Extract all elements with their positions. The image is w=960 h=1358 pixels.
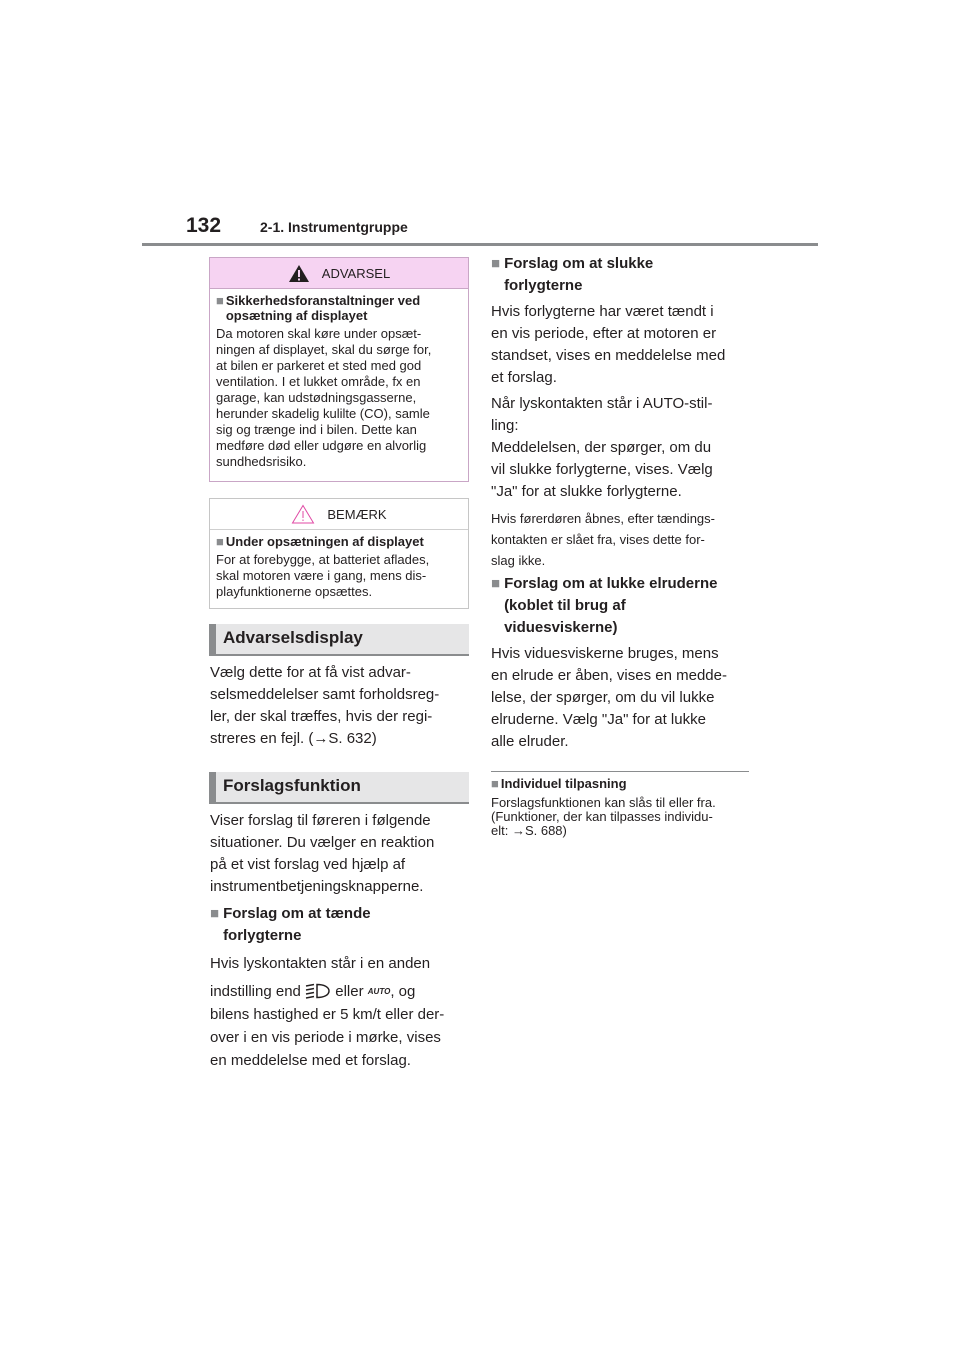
driver-door-note: Hvis førerdøren åbnes, efter tændings- kontakten er slået fra, vises dette for- slag ikke. — [491, 511, 715, 568]
page-number: 132 — [186, 214, 222, 237]
caution-triangle-icon — [291, 504, 315, 524]
sub-heading-turn-on-headlights: ■ Forslag om at tænde forlygterne — [210, 903, 472, 947]
notice-box-text: For at forebygge, at batteriet aflades, skal motoren være i gang, mens dis- playfunktionerne opsættes. — [216, 552, 430, 599]
chapter-title: 2-1. Instrumentgruppe — [260, 219, 408, 235]
sub-heading-turn-off-headlights: ■ Forslag om at slukke forlygterne — [491, 253, 753, 297]
turn-on-headlights-text: Hvis lyskontakten står i en anden indstilling end eller AUTO, og bilens hastighed er 5 km/t eller der- over i en vis periode i mørke, vises en meddelelse med et forslag. — [210, 955, 445, 1069]
auto-mode-icon: AUTO — [367, 987, 391, 996]
square-bullet-icon: ■ — [491, 255, 501, 272]
close-windows-text: Hvis viduesviskerne bruges, mens en elrude er åben, vises en medde- lelse, der spørger, om du vil lukke elruderne. Vælg "Ja" for at lukke alle elruder. — [491, 645, 727, 750]
warning-box-header — [210, 258, 468, 289]
sub-heading-close-windows: ■ Forslag om at lukke elruderne (koblet til brug af viduesviskerne) — [491, 573, 753, 639]
square-bullet-icon: ■ — [216, 534, 224, 549]
section-header-warning-display: Advarselsdisplay — [209, 624, 469, 656]
section-header-suggestion: Forslagsfunktion — [209, 772, 469, 804]
square-bullet-icon: ■ — [210, 905, 220, 922]
warning-box-title: ADVARSEL — [321, 265, 391, 281]
customization-text: Forslagsfunktionen kan slås til eller fra. (Funktioner, der kan tilpasses individu- elt: →S. 688) — [491, 795, 716, 838]
warning-box-subtitle: ■ Sikkerhedsforanstaltninger ved opsætning af displayet — [216, 293, 421, 323]
turn-off-headlights-text: Hvis forlygterne har været tændt i en vis periode, efter at motoren er standset, vises en meddelelse med et forslag. — [491, 303, 726, 386]
headlight-icon — [305, 983, 331, 999]
square-bullet-icon: ■ — [491, 776, 499, 791]
warning-triangle-icon — [288, 264, 310, 283]
square-bullet-icon: ■ — [491, 575, 501, 592]
customization-rule — [491, 771, 749, 772]
header-rule — [142, 243, 818, 246]
notice-box-header — [210, 499, 468, 530]
warning-box-text: Da motoren skal køre under opsæt- ningen af displayet, skal du sørge for, at bilen er parkeret et sted med god ventilation. I et lukket område, fx en garage, kan udstødningsgasserne, herunder skadelig kulilte (CO), samle sig og trænge ind i bilen. Dette kan medføre død eller udgøre en alvorlig sundhedsrisiko. — [216, 326, 432, 469]
notice-box-subtitle: ■ Under opsætningen af displayet — [216, 534, 424, 549]
warning-display-text: Vælg dette for at få vist advar- selsmeddelelser samt forholdsreg- ler, der skal træffes, hvis der regi- streres en fejl. (→S. 632) — [210, 664, 440, 747]
suggestion-intro-text: Viser forslag til føreren i følgende situationer. Du vælger en reaktion på et vist forslag ved hjælp af instrumentbetjeningsknapperne. — [210, 812, 435, 895]
auto-position-text: Når lyskontakten står i AUTO-stil- ling: Meddelelsen, der spørger, om du vil slukke forlygterne, vises. Vælg "Ja" for at slukke forlygterne. — [491, 395, 713, 500]
warning-box — [209, 257, 469, 482]
notice-box-title: BEMÆRK — [327, 506, 387, 522]
notice-box — [209, 498, 469, 609]
square-bullet-icon: ■ — [216, 293, 224, 308]
customization-title: ■ Individuel tilpasning — [491, 776, 627, 791]
